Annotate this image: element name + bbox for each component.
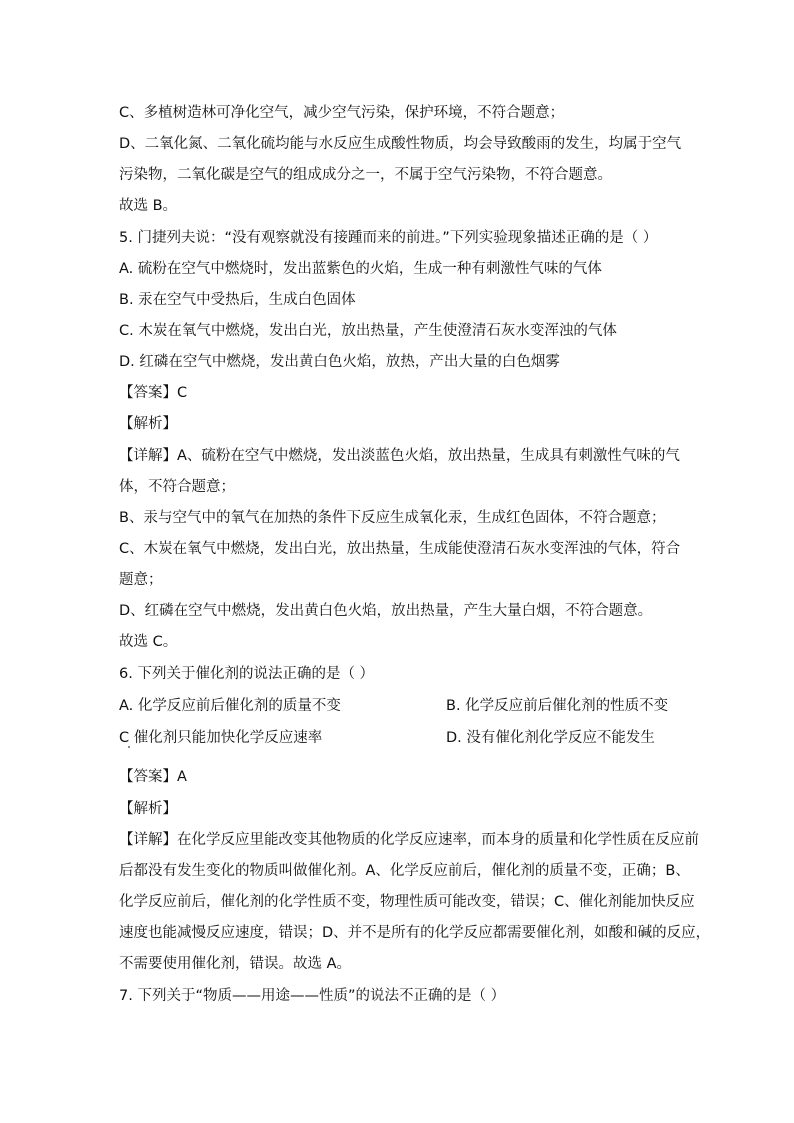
analysis-label: 【解析】 <box>119 416 177 432</box>
detail-text: 后都没有发生变化的物质叫做催化剂。A、化学反应前后，催化剂的质量不变，正确；B、 <box>119 863 690 879</box>
answer-label: 【答案】C <box>119 385 188 401</box>
detail-text: 【详解】A、硫粉在空气中燃烧，发出淡蓝色火焰，放出热量，生成具有刺激性气味的气 <box>119 448 680 464</box>
detail-text: 化学反应前后，催化剂的化学性质不变，物理性质可能改变，错误；C、催化剂能加快反应 <box>119 894 695 910</box>
question-5: 5. 门捷列夫说：“没有观察就没有接踵而来的前进。”下列实验现象描述正确的是（ ） <box>119 230 658 246</box>
option-c: C 催化剂只能加快化学反应速率 <box>119 730 323 746</box>
option-d: D. 没有催化剂化学反应不能发生 <box>446 730 655 746</box>
stray-dot <box>128 746 130 748</box>
text-line: 故选 B。 <box>119 198 178 214</box>
answer-label: 【答案】A <box>119 769 187 785</box>
detail-text: C、木炭在氧气中燃烧，发出白光，放出热量，生成能使澄清石灰水变浑浊的气体，符合 <box>119 541 681 557</box>
detail-text: 体，不符合题意； <box>119 479 235 495</box>
detail-text: 速度也能减慢反应速度，错误；D、并不是所有的化学反应都需要催化剂，如酸和碱的反应， <box>119 925 711 941</box>
detail-text: D、红磷在空气中燃烧，发出黄白色火焰，放出热量，产生大量白烟，不符合题意。 <box>119 603 653 619</box>
question-6: 6. 下列关于催化剂的说法正确的是（ ） <box>119 666 375 682</box>
option-b: B. 化学反应前后催化剂的性质不变 <box>446 698 669 714</box>
question-7: 7. 下列关于“物质——用途——性质”的说法不正确的是（ ） <box>119 988 506 1004</box>
detail-text: 【详解】在化学反应里能改变其他物质的化学反应速率，而本身的质量和化学性质在反应前 <box>119 832 699 848</box>
option-b: B. 汞在空气中受热后，生成白色固体 <box>119 292 356 308</box>
detail-text: 不需要使用催化剂，错误。故选 A。 <box>119 956 352 972</box>
option-c: C. 木炭在氧气中燃烧，发出白光，放出热量，产生使澄清石灰水变浑浊的气体 <box>119 323 617 339</box>
detail-text: 题意； <box>119 572 163 588</box>
option-a: A. 硫粉在空气中燃烧时，发出蓝紫色的火焰，生成一种有刺激性气味的气体 <box>119 261 602 277</box>
text-line: C、多植树造林可净化空气，减少空气污染，保护环境，不符合题意； <box>119 105 565 121</box>
option-d: D. 红磷在空气中燃烧，发出黄白色火焰，放热，产出大量的白色烟雾 <box>119 354 560 370</box>
text-line: D、二氧化氮、二氧化硫均能与水反应生成酸性物质，均会导致酸雨的发生，均属于空气 <box>119 136 682 152</box>
detail-text: 故选 C。 <box>119 634 178 650</box>
analysis-label: 【解析】 <box>119 801 177 817</box>
option-a: A. 化学反应前后催化剂的质量不变 <box>119 698 341 714</box>
detail-text: B、汞与空气中的氧气在加热的条件下反应生成氧化汞，生成红色固体，不符合题意； <box>119 510 666 526</box>
text-line: 污染物，二氧化碳是空气的组成成分之一，不属于空气污染物，不符合题意。 <box>119 167 612 183</box>
